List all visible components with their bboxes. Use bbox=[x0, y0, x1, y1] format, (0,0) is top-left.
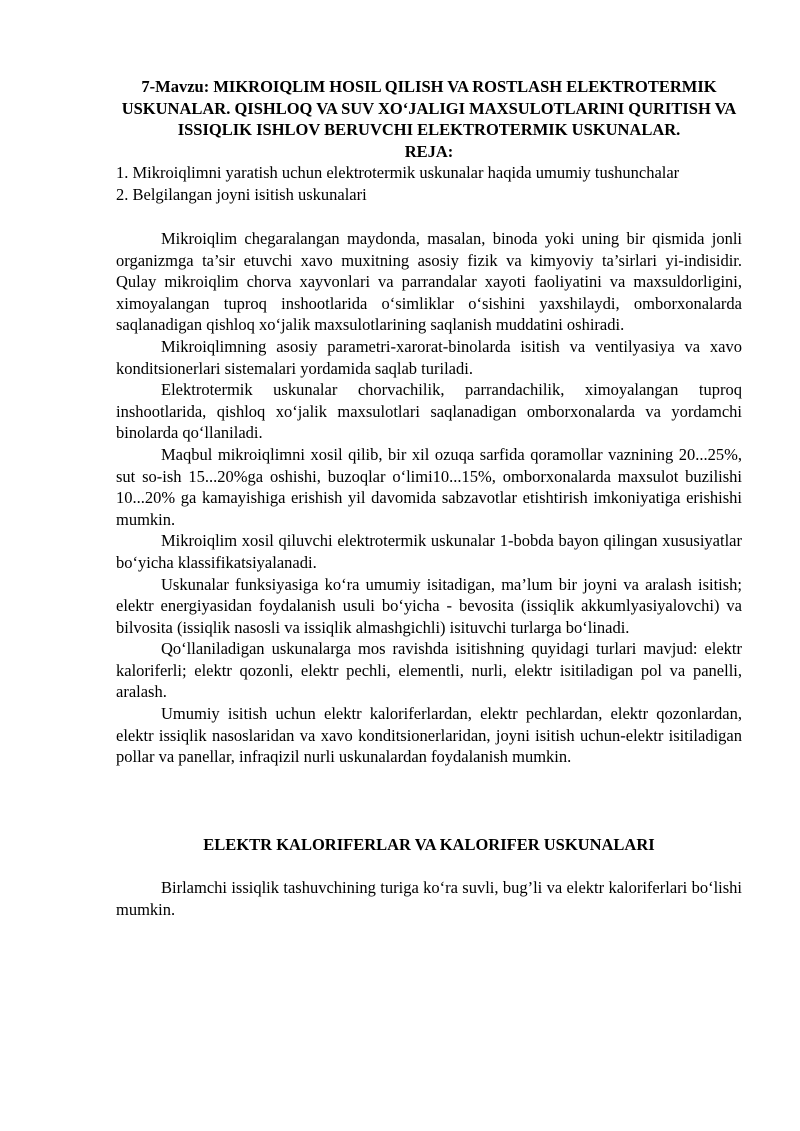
section-heading: ELEKTR KALORIFERLAR VA KALORIFER USKUNALARI bbox=[203, 834, 655, 854]
section-paragraph: Birlamchi issiqlik tashuvchining turiga ko‘ra suvli, bug’li va elektr kaloriferlari bo‘lishi mumkin. bbox=[116, 878, 742, 919]
body-paragraph: Maqbul mikroiqlimni xosil qilib, bir xil ozuqa sarfida qoramollar vaznining 20...25%, sut so-ish 15...20%ga oshishi, buzoqlar o‘limi10...15%, omborxonalarda maxsulot buzilishi 10...20% ga kamayishiga erishish yil davomida sabzavotlar etishtirish imkoniyatiga erishishi mumkin. bbox=[116, 444, 742, 529]
plan-list bbox=[116, 162, 742, 205]
body-paragraph: Umumiy isitish uchun elektr kaloriferlardan, elektr pechlardan, elektr qozonlardan, elektr issiqlik nasoslaridan va xavo konditsionerlaridan, joyni isitish uchun-elektr isitiladigan pollar va panellar, infraqizil nurli uskunalardan foydalanish mumkin. bbox=[116, 704, 742, 767]
section-body bbox=[116, 877, 742, 920]
plan-item: 1. Mikroiqlimni yaratish uchun elektrotermik uskunalar haqida umumiy tushunchalar bbox=[116, 163, 680, 182]
body-paragraph: Elektrotermik uskunalar chorvachilik, parrandachilik, ximoyalangan tuproq inshootlarida, qishloq xo‘jalik maxsulotlari saqlanadigan omborxonalarda va yordamchi binolarda qo‘llaniladi. bbox=[116, 380, 742, 443]
main-body bbox=[116, 228, 742, 768]
plan-heading: REJA: bbox=[404, 141, 454, 161]
body-paragraph: Mikroiqlim xosil qiluvchi elektrotermik uskunalar 1-bobda bayon qilingan xususiyatlar bo‘yicha klassifikatsiyalanadi. bbox=[116, 531, 742, 572]
body-paragraph: Uskunalar funksiyasiga ko‘ra umumiy isitadigan, ma’lum bir joyni va aralash isitish; elektr energiyasidan foydalanish usuli bo‘yicha - bevosita (issiqlik akkumlyasiyalovchi) va bilvosita (issiqlik nasosli va issiqlik almashgichli) isituvchi turlarga bo‘linadi. bbox=[116, 574, 742, 637]
document-title: 7-Mavzu: MIKROIQLIM HOSIL QILISH VA ROSTLASH ELEKTROTERMIK USKUNALAR. QISHLOQ VA SUV XO‘JALIGI MAXSULOTLARINI QURITISH VA ISSIQLIK ISHLOV BERUVCHI ELEKTROTERMIK USKUNALAR. bbox=[121, 77, 737, 139]
body-paragraph: Mikroiqlim chegaralangan maydonda, masalan, binoda yoki uning bir qismida jonli organizmga ta’sir etuvchi xavo muxitning asosiy fizik va kimyoviy ta’sirlari yi-indisidir. Qulay mikroiqlim chorva xayvonlari va parrandalar xayoti faoliyatini va maxsuldorligini, ximoyalangan tuproq inshootlarida o‘simliklar o‘sishini yaxshilaydi, omborxonalarda saqlanadigan qishloq xo‘jalik maxsulotlarining saqlanish muddatini oshiradi. bbox=[116, 229, 742, 335]
document-page bbox=[116, 76, 742, 921]
body-paragraph: Mikroiqlimning asosiy parametri-xarorat-binolarda isitish va ventilyasiya va xavo konditsionerlari sistemalari yordamida saqlab turiladi. bbox=[116, 336, 742, 378]
body-paragraph: Qo‘llaniladigan uskunalarga mos ravishda isitishning quyidagi turlari mavjud: elektr kaloriferli; elektr qozonli, elektr pechli, elementli, nurli, elektr isitiladigan pol va panelli, aralash. bbox=[116, 639, 742, 702]
plan-item: 2. Belgilangan joyni isitish uskunalari bbox=[116, 184, 367, 204]
